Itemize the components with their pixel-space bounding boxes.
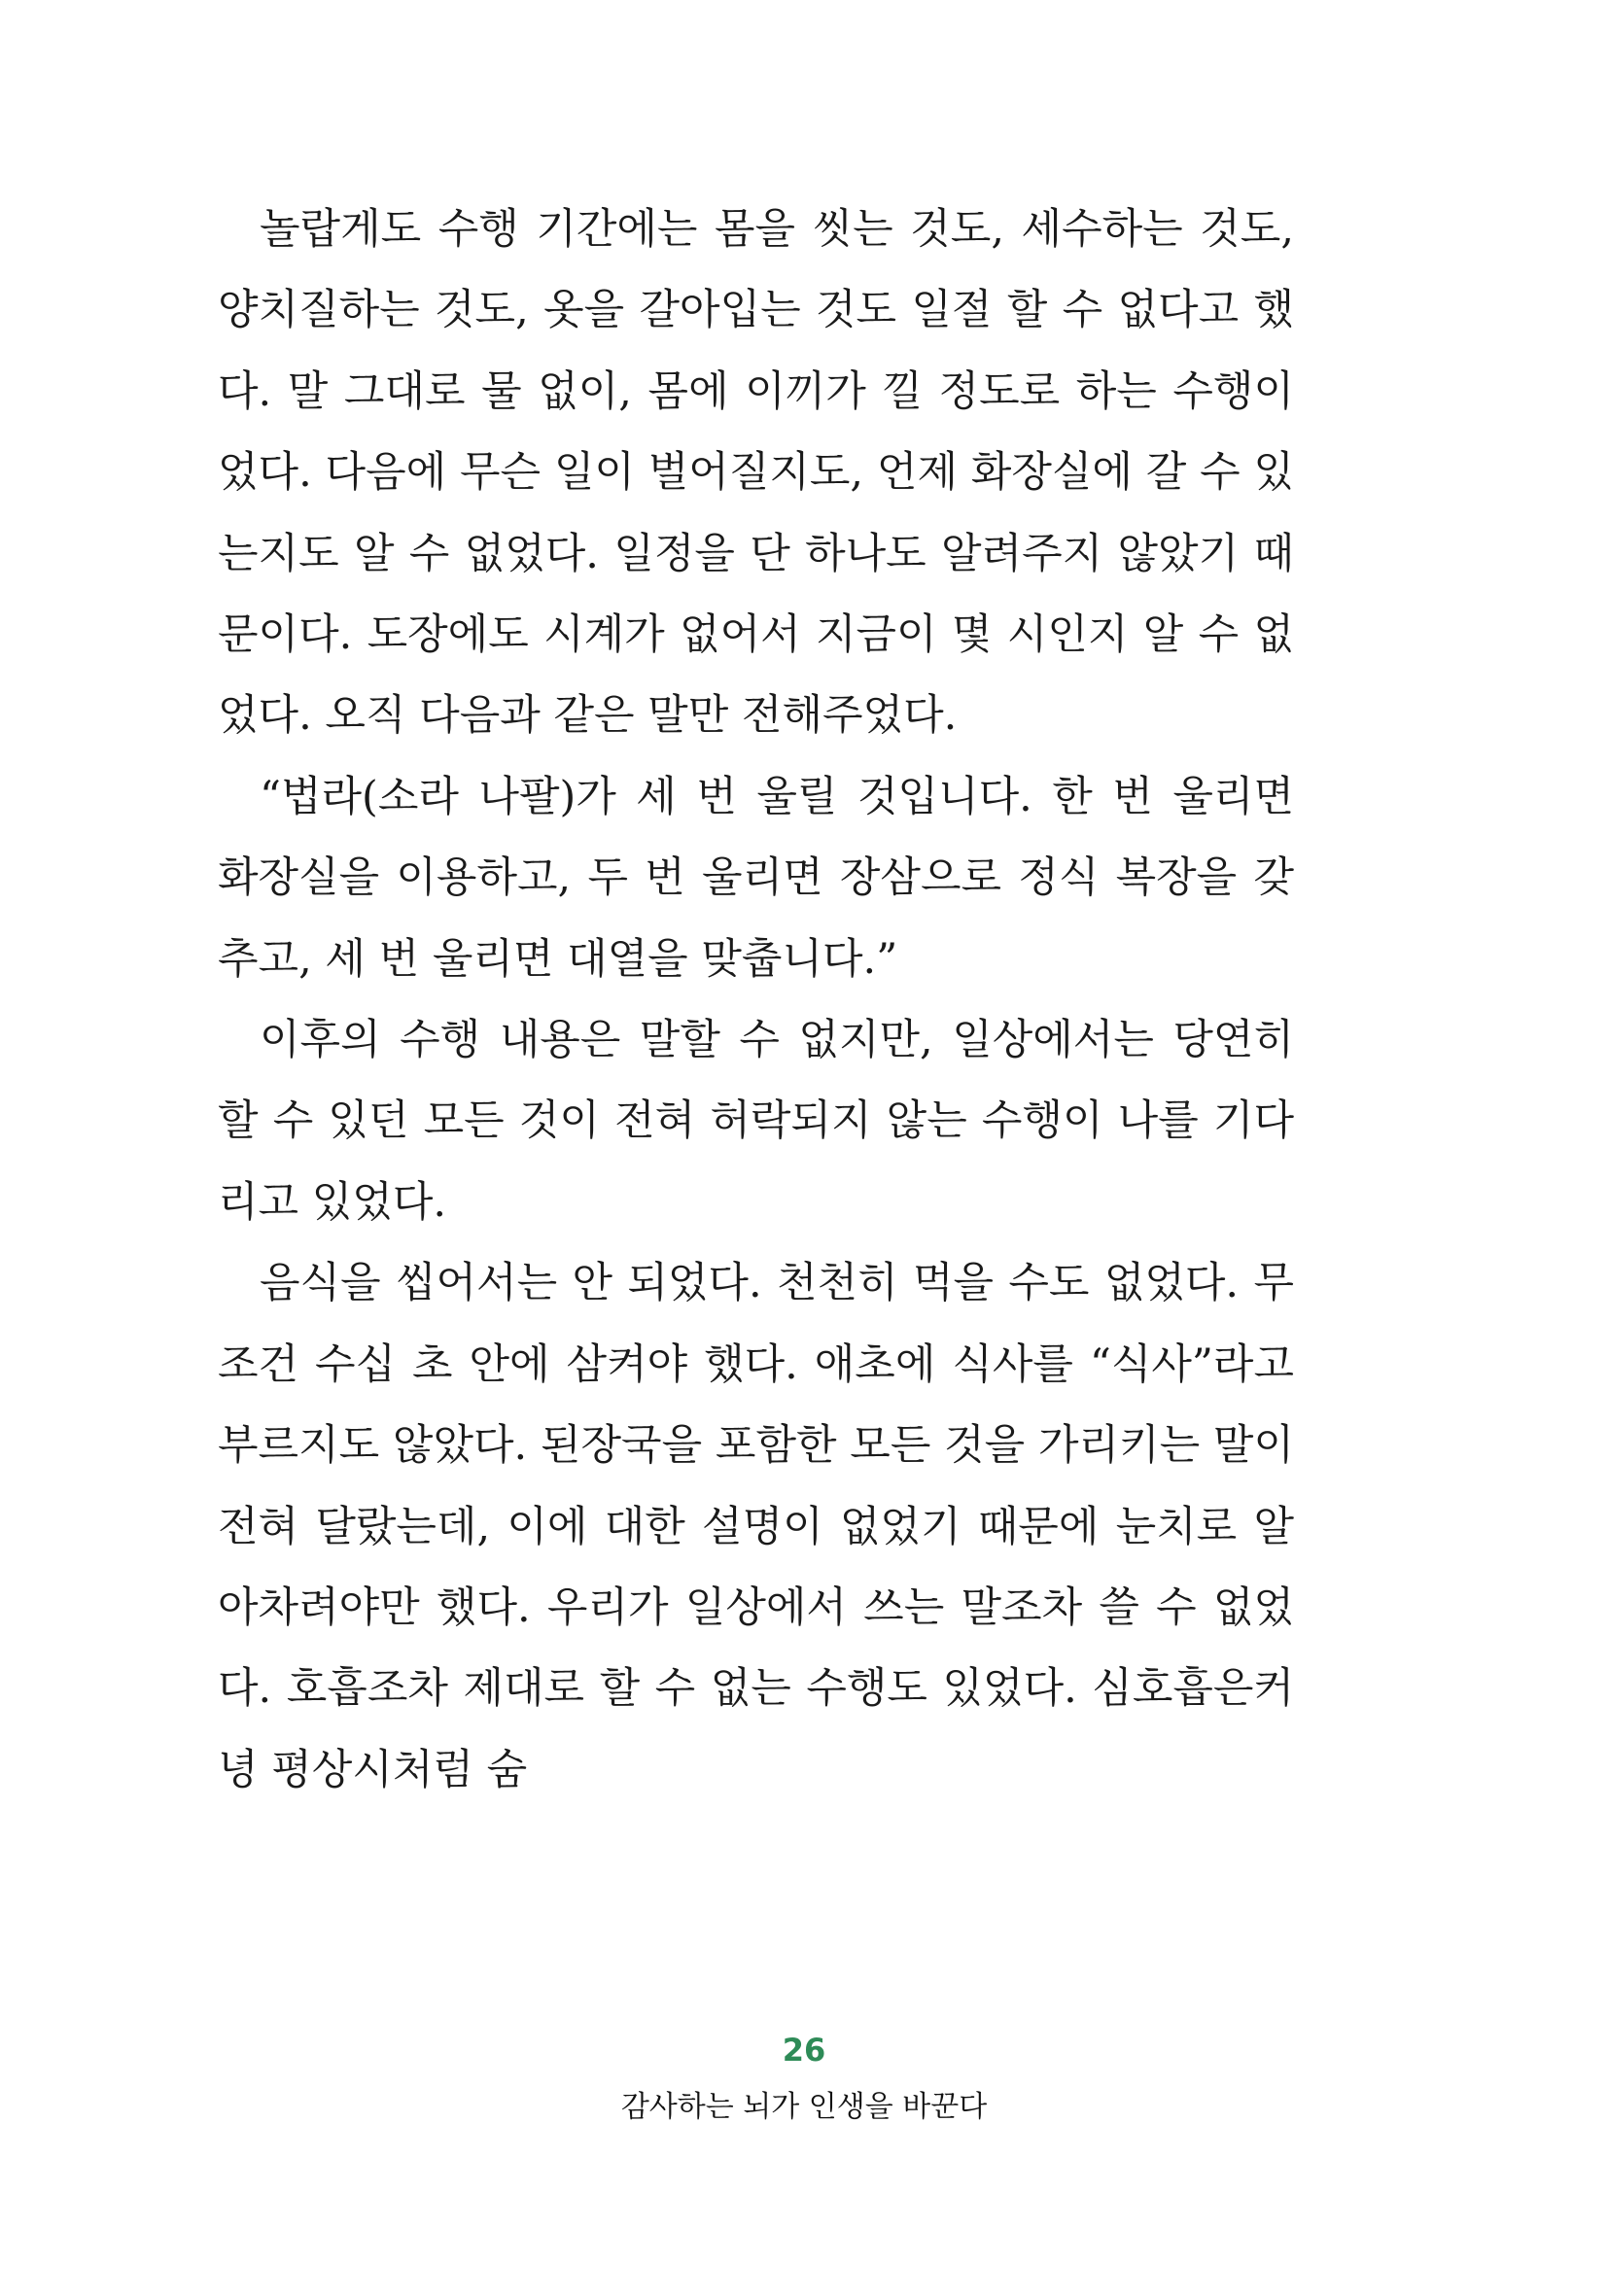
paragraph-4: 음식을 씹어서는 안 되었다. 천천히 먹을 수도 없었다. 무조건 수십 초 안에 삼켜야 했다. 애초에 식사를 “식사”라고 부르지도 않았다. 된장국을 포함한 모든 것을 가리키는 말이 전혀 달랐는데, 이에 대한 설명이 없었기 때문에 눈치로 알아차려야만 했다. 우리가 일상에서 쓰는 말조차 쓸 수 없었다. 호흡조차 제대로 할 수 없는 수행도 있었다. 심호흡은커녕 평상시처럼 숨 — [218, 1259, 1294, 1794]
page-number: 26 — [782, 2032, 826, 2069]
paragraph-1: 놀랍게도 수행 기간에는 몸을 씻는 것도, 세수하는 것도, 양치질하는 것도, 옷을 갈아입는 것도 일절 할 수 없다고 했다. 말 그대로 물 없이, 몸에 이끼가 낄 정도로 하는 수행이었다. 다음에 무슨 일이 벌어질지도, 언제 화장실에 갈 수 있는지도 알 수 없었다. 일정을 단 하나도 알려주지 않았기 때문이다. 도장에도 시계가 없어서 지금이 몇 시인지 알 수 없었다. 오직 다음과 같은 말만 전해주었다. — [218, 205, 1294, 741]
book-title: 감사하는 뇌가 인생을 바꾼다 — [620, 2090, 988, 2124]
paragraph-2: “법라(소라 나팔)가 세 번 울릴 것입니다. 한 번 울리면 화장실을 이용하고, 두 번 울리면 장삼으로 정식 복장을 갖추고, 세 번 울리면 대열을 맞춥니다.” — [218, 772, 1294, 984]
paragraph-3: 이후의 수행 내용은 말할 수 없지만, 일상에서는 당연히 할 수 있던 모든 것이 전혀 허락되지 않는 수행이 나를 기다리고 있었다. — [218, 1016, 1294, 1227]
body-text — [218, 190, 1294, 1811]
